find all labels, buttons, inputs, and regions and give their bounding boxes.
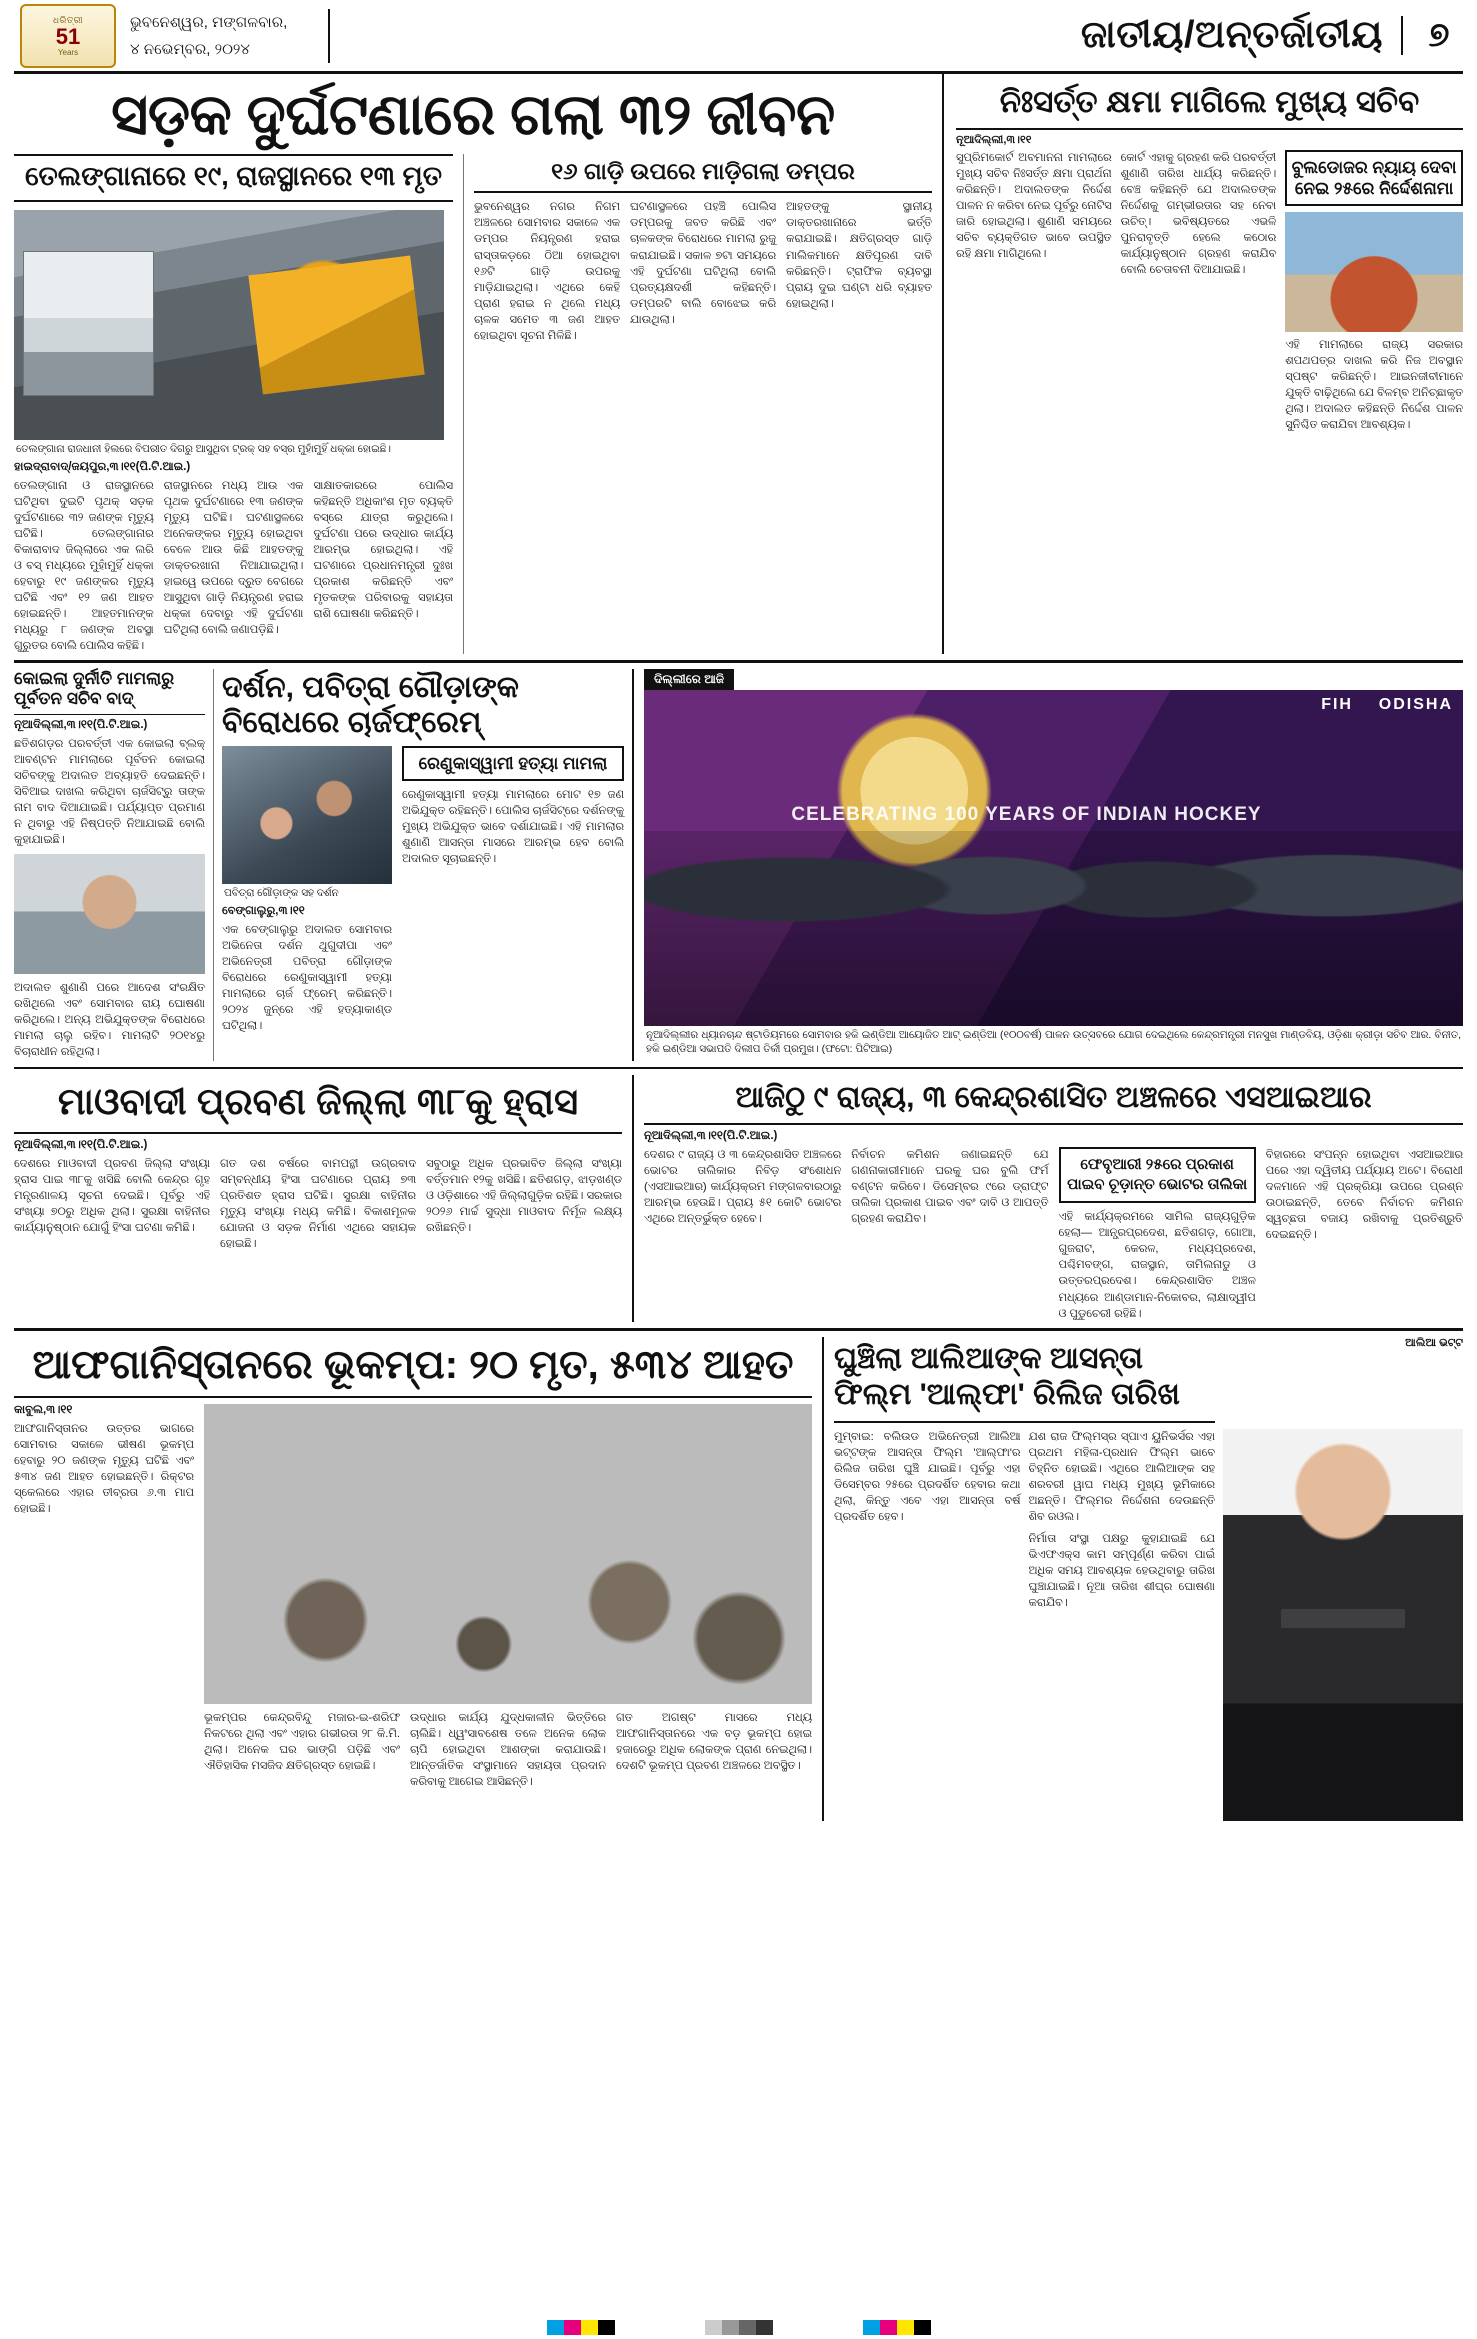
maoist-story [14,1075,634,1322]
darshan-pavitra-photo [222,746,392,884]
lead-col-2: ରାଜସ୍ଥାନରେ ମଧ୍ୟ ଆଉ ଏକ ପୃଥକ ଦୁର୍ଘଟଣାରେ ୧୩ ଜଣଙ୍କ ମୃତ୍ୟୁ ଘଟିଛି। ଘଟଣାସ୍ଥଳରେ ଅନେକଙ୍କର ମୃତ୍ୟୁ ହୋଇଥିବା ବେଳେ ଆଉ କିଛି ଆହତଙ୍କୁ ଡାକ୍ତରଖାନା ନିଆଯାଇଥିଲା। ହାଇୱେ ଉପରେ ଦ୍ରୁତ ବେଗରେ ଆସୁଥିବା ଗାଡ଼ି ନିୟନ୍ତ୍ରଣ ହରାଇ ଧକ୍କା ଦେବାରୁ ଏହି ଦୁର୍ଘଟଣା ଘଟିଥିଲା ବୋଲି ଜଣାପଡ଼ିଛି। [163,479,304,636]
coal-case-headline: କୋଇଲା ଦୁର୍ନୀତି ମାମଲାରୁ ପୂର୍ବତନ ସଚିବ ବାଦ୍‌ [14,669,205,715]
earthquake-col-2: ଭୂକମ୍ପର କେନ୍ଦ୍ରବିନ୍ଦୁ ମଜାର-ଇ-ଶରିଫ ନିକଟରେ ଥିଲା ଏବଂ ଏହାର ଗଭୀରତା ୨୮ କି.ମି. ଥିଲା। ଅନେକ ଘର ଭାଙ୍ଗି ପଡ଼ିଛି ଏବଂ ଐତିହାସିକ ମସଜିଦ କ୍ଷତିଗ୍ରସ୍ତ ହୋଇଛି। [204,1711,400,1772]
gray-2 [722,2320,739,2335]
earthquake-col-1: ଆଫଗାନିସ୍ତାନର ଉତ୍ତର ଭାଗରେ ସୋମବାର ସକାଳେ ଭୀଷଣ ଭୂକମ୍ପ ହେବାରୁ ୨୦ ଜଣଙ୍କ ମୃତ୍ୟୁ ଘଟିଛି ଏବଂ ୫୩୪ ଜଣ ଆହତ ହୋଇଛନ୍ତି। ରିକ୍ଟର ସ୍କେଲରେ ଏହାର ତୀବ୍ରତା ୬.୩ ମାପ ହୋଇଛି। [14,1422,194,1515]
swatch-yellow [581,2320,598,2335]
truck-col-1: ଭୁବନେଶ୍ୱର ନଗର ନିଗମ ଅଞ୍ଚଳରେ ସୋମବାର ସକାଳେ ଏକ ଡମ୍ପର ନିୟନ୍ତ୍ରଣ ହରାଇ ରାସ୍ତାକଡ଼ରେ ଠିଆ ହୋଇଥିବା ୧୬ଟି ଗାଡ଼ି ଉପରକୁ ମାଡ଼ିଯାଇଥିଲା। ଏଥିରେ କେହି ପ୍ରାଣ ହରାଇ ନ ଥିଲେ ମଧ୍ୟ ଚାଳକ ସମେତ ୩ ଜଣ ଆହତ ହୋଇଥିବା ସୂଚନା ମିଳିଛି। [474,201,621,342]
print-registration-bars [0,2320,1477,2335]
sir-col-1: ଦେଶର ୯ ରାଜ୍ୟ ଓ ୩ କେନ୍ଦ୍ରଶାସିତ ଅଞ୍ଚଳରେ ଭୋଟର ତାଲିକାର ନିବିଡ଼ ସଂଶୋଧନ (ଏସଆଇଆର) କାର୍ଯ୍ୟକ୍ରମ ମଙ୍ଗଳବାରଠାରୁ ଆରମ୍ଭ ହେଉଛି। ପ୍ରାୟ ୫୧ କୋଟି ଭୋଟର ଏଥିରେ ଅନ୍ତର୍ଭୁକ୍ତ ହେବେ। [644,1148,842,1225]
publication-logo [20,4,116,68]
charge-frame-story [214,669,634,1061]
charge-frame-col-1: ଏକ ବେଙ୍ଗାଲୁରୁ ଅଦାଲତ ସୋମବାର ଅଭିନେତା ଦର୍ଶନ ଥୁଗୁଦୀପା ଏବଂ ଅଭିନେତ୍ରୀ ପବିତ୍ରା ଗୌଡ଼ାଙ୍କ ବିରୋଧରେ ରେଣୁକାସ୍ୱାମୀ ହତ୍ୟା ମାମଲାରେ ଚାର୍ଜ ଫ୍ରେମ୍‌ କରିଛନ୍ତି। ୨୦୨୪ ଜୁନ୍‌ରେ ଏହି ହତ୍ୟାକାଣ୍ଡ ଘଟିଥିଲା। [222,923,392,1033]
charge-frame-byline: ବେଙ୍ଗାଲୁରୁ,୩।୧୧ [222,904,305,917]
chief-secretary-col-1: ସୁପ୍ରିମକୋର୍ଟ ଅବମାନନା ମାମଲାରେ ମୁଖ୍ୟ ସଚିବ ନିଃସର୍ତ୍ତ କ୍ଷମା ପ୍ରାର୍ଥନା କରିଛନ୍ତି। ଅଦାଲତଙ୍କ ନିର୍ଦ୍ଦେଶ ପାଳନ ନ କରିବା ନେଇ ପୂର୍ବରୁ ନୋଟିସ ଜାରି ହୋଇଥିଲା। ଶୁଣାଣି ସମୟରେ ସଚିବ ବ୍ୟକ୍ତିଗତ ଭାବେ ଉପସ୍ଥିତ ରହି କ୍ଷମା ମାଗିଥିଲେ। [956,151,1112,260]
coal-case-byline: ନୂଆଦିଲ୍ଲୀ,୩।୧୧(ପି.ଟି.ଆଇ.) [14,718,148,731]
swatch-black-right [914,2320,931,2335]
swatch-magenta-right [880,2320,897,2335]
crash-photo [14,210,444,440]
lead-col-3: ସାକ୍ଷାତକାରରେ ପୋଲିସ କହିଛନ୍ତି ଅଧିକାଂଶ ମୃତ ବ୍ୟକ୍ତି ବସ୍‌ରେ ଯାତ୍ରା କରୁଥିଲେ। ଦୁର୍ଘଟଣା ପରେ ଉଦ୍ଧାର କାର୍ଯ୍ୟ ଆରମ୍ଭ ହୋଇଥିଲା। ଏହି ଘଟଣାରେ ପ୍ରଧାନମନ୍ତ୍ରୀ ଦୁଃଖ ପ୍ରକାଶ କରିଛନ୍ତି ଏବଂ ମୃତକଙ୍କ ପରିବାରକୁ ସହାୟତା ରାଶି ଘୋଷଣା କରିଛନ୍ତି। [313,479,454,620]
alia-headline: ଘୁଞ୍ଚିଲା ଆଲିଆଙ୍କ ଆସନ୍ତା ଫିଲ୍ମ 'ଆଲ୍ଫା' ରିଲିଜ ତାରିଖ [834,1337,1215,1423]
coal-case-col-2: ଅଦାଲତ ଶୁଣାଣି ପରେ ଆଦେଶ ସଂରକ୍ଷିତ ରଖିଥିଲେ ଏବଂ ସୋମବାର ରାୟ ଘୋଷଣା କରିଥିଲେ। ଅନ୍ୟ ଅଭିଯୁକ୍ତଙ୍କ ବିରୋଧରେ ମାମଲା ଚାଲୁ ରହିବ। ମାମଲାଟି ୨୦୧୪ରୁ ବିଚାରାଧୀନ ରହିଥିଲା। [14,982,205,1059]
hockey-centenary-photo [644,690,1463,1026]
page-number: ୭ [1401,16,1457,55]
earthquake-rubble-photo [204,1404,812,1704]
sir-byline: ନୂଆଦିଲ୍ଲୀ,୩।୧୧(ପି.ଟି.ଆଇ.) [644,1129,778,1142]
alia-col-3: ନିର୍ମାତା ସଂସ୍ଥା ପକ୍ଷରୁ କୁହାଯାଇଛି ଯେ ଭିଏଫଏକ୍ସ କାମ ସମ୍ପୂର୍ଣ୍ଣ କରିବା ପାଇଁ ଅଧିକ ସମୟ ଆବଶ୍ୟକ ହେଉଥିବାରୁ ତାରିଖ ଘୁଞ୍ଚାଯାଇଛି। ନୂଆ ତାରିଖ ଶୀଘ୍ର ଘୋଷଣା କରାଯିବ। [1028,1532,1215,1609]
gray-1 [705,2320,722,2335]
maoist-sir-block [14,1067,1463,1322]
crash-photo-caption: ତେଲଙ୍ଗାନା ରାଜଧାନୀ ହିଲରେ ବିପରୀତ ଦିଗରୁ ଆସୁଥିବା ଟ୍ରକ୍‌ ସହ ବସ୍‌ର ମୁହାଁମୁହିଁ ଧକ୍କା ହୋଇଛି। [16,443,391,455]
logo-title: ଧରିତ୍ରୀ [52,14,84,25]
truck-col-3: ଆହତଙ୍କୁ ସ୍ଥାନୀୟ ଡାକ୍ତରଖାନାରେ ଭର୍ତ୍ତି କରାଯାଇଛି। କ୍ଷତିଗ୍ରସ୍ତ ଗାଡ଼ି ମାଲିକମାନେ କ୍ଷତିପୂରଣ ଦାବି କରିଛନ୍ତି। ଟ୍ରାଫିକ ବ୍ୟବସ୍ଥା ପ୍ରାୟ ଦୁଇ ଘଣ୍ଟା ଧରି ବ୍ୟାହତ ହୋଇଥିଲା। [786,201,933,310]
alia-corner-tag: ଆଲିଆ ଭଟ୍ଟ [1405,1336,1463,1349]
earthquake-headline: ଆଫଗାନିସ୍ତାନରେ ଭୂକମ୍ପ: ୨୦ ମୃତ, ୫୩୪ ଆହତ [14,1337,812,1398]
darshan-photo-caption: ପବିତ୍ରା ଗୌଡ଼ାଙ୍କ ସହ ଦର୍ଶନ [224,888,339,900]
issue-info [130,9,330,63]
lead-story [14,74,944,654]
sir-col-2: ନିର୍ବାଚନ କମିଶନ ଜଣାଇଛନ୍ତି ଯେ ଗଣନାକାରୀମାନେ ଘରକୁ ଘର ବୁଲି ଫର୍ମ ବଣ୍ଟନ କରିବେ। ଡିସେମ୍ବର ୯ରେ ଡ୍ରାଫ୍ଟ ତାଲିକା ପ୍ରକାଶ ପାଇବ ଏବଂ ଦାବି ଓ ଆପତ୍ତି ଗ୍ରହଣ କରାଯିବ। [851,1148,1049,1225]
sir-final-roll-box: ଫେବୃଆରୀ ୨୫ରେ ପ୍ରକାଶ ପାଇବ ଚୂଡ଼ାନ୍ତ ଭୋଟର ତାଲିକା [1059,1147,1256,1204]
logo-anniversary-number: 51 [55,23,81,49]
earthquake-col-3: ଉଦ୍ଧାର କାର୍ଯ୍ୟ ଯୁଦ୍ଧକାଳୀନ ଭିତ୍ତିରେ ଚାଲିଛି। ଧ୍ୱଂସାବଶେଷ ତଳେ ଅନେକ ଲୋକ ଚାପି ହୋଇଥିବା ଆଶଙ୍କା କରାଯାଉଛି। ଆନ୍ତର୍ଜାତିକ ସଂସ୍ଥାମାନେ ସହାୟତା ପ୍ରଦାନ କରିବାକୁ ଆଗେଇ ଆସିଛନ୍ତି। [410,1711,606,1788]
swatch-black [598,2320,615,2335]
lead-subhead: ତେଲଙ୍ଗାନାରେ ୧୯, ରାଜସ୍ଥାନରେ ୧୩ ମୃତ [14,154,453,202]
top-block [14,74,1463,654]
chief-secretary-story [944,74,1463,654]
alia-bhatt-photo [1223,1429,1463,1821]
lead-byline: ହାଇଦ୍ରାବାଦ୍/ଜୟପୁର,୩।୧୧(ପି.ଟି.ଆଇ.) [14,460,191,473]
maoist-col-2: ଗତ ଦଶ ବର୍ଷରେ ବାମପନ୍ଥୀ ଉଗ୍ରବାଦ ସମ୍ବନ୍ଧୀୟ ହିଂସା ଘଟଣାରେ ପ୍ରାୟ ୭୩ ପ୍ରତିଶତ ହ୍ରାସ ଘଟିଛି। ସୁରକ୍ଷା ବାହିନୀର ମୃତ୍ୟୁ ସଂଖ୍ୟା ମଧ୍ୟ କମିଛି। ବିକାଶମୂଳକ ଯୋଜନା ଓ ସଡ଼କ ନିର୍ମାଣ ଏଥିରେ ସହାୟକ ହୋଇଛି। [220,1157,416,1250]
middle-block [14,660,1463,1061]
maoist-byline: ନୂଆଦିଲ୍ଲୀ,୩।୧୧(ପି.ଟି.ଆଇ.) [14,1138,148,1151]
section-title: ଜାତୀୟ/ଅନ୍ତର୍ଜାତୀୟ [1080,14,1383,56]
former-secretary-photo [14,854,205,974]
hockey-centenary-story [634,669,1463,1061]
sir-col-4: ବିହାରରେ ସଂପନ୍ନ ହୋଇଥିବା ଏସଆଇଆର ପରେ ଏହା ଦ୍ୱିତୀୟ ପର୍ଯ୍ୟାୟ ଅଟେ। ବିରୋଧୀ ଦଳମାନେ ଏହି ପ୍ରକ୍ରିୟା ଉପରେ ପ୍ରଶ୍ନ ଉଠାଇଛନ୍ତି, ତେବେ ନିର୍ବାଚନ କମିଶନ ସ୍ୱଚ୍ଛତା ବଜାୟ ରଖିବାକୁ ପ୍ରତିଶ୍ରୁତି ଦେଇଛନ୍ତି। [1265,1148,1463,1241]
coal-case-col-1: ଛତିଶଗଡ଼ର ପରବର୍ତ୍ତୀ ଏକ କୋଇଲା ବ୍ଲକ୍‌ ଆବଣ୍ଟନ ମାମଲାରେ ପୂର୍ବତନ କୋଇଲା ସଚିବଙ୍କୁ ଅଦାଲତ ଅବ୍ୟାହତି ଦେଇଛନ୍ତି। ସିବିଆଇ ଦାଖଲ କରିଥିବା ଚାର୍ଜସିଟ୍‌ରୁ ତାଙ୍କ ନାମ ବାଦ ଦିଆଯାଇଛି। ପର୍ଯ୍ୟାପ୍ତ ପ୍ରମାଣ ନ ଥିବାରୁ ଏହି ନିଷ୍ପତ୍ତି ନିଆଯାଇଛି ବୋଲି କୁହାଯାଇଛି। [14,737,205,847]
supreme-court-photo [1285,212,1463,332]
bottom-block [14,1328,1463,1821]
charge-frame-headline: ଦର୍ଶନ, ପବିତ୍ରା ଗୌଡ଼ାଙ୍କ ବିରୋଧରେ ଚାର୍ଜଫ୍ରେମ୍‌ [222,671,519,739]
earthquake-col-4: ଗତ ଅଗଷ୍ଟ ମାସରେ ମଧ୍ୟ ଆଫଗାନିସ୍ତାନରେ ଏକ ବଡ଼ ଭୂକମ୍ପ ହୋଇ ହଜାରେରୁ ଅଧିକ ଲୋକଙ୍କ ପ୍ରାଣ ନେଇଥିଲା। ଦେଶଟି ଭୂକମ୍ପ ପ୍ରବଣ ଅଞ୍ଚଳରେ ଅବସ୍ଥିତ। [616,1711,812,1772]
swatch-yellow-right [897,2320,914,2335]
maoist-col-3: ସବୁଠାରୁ ଅଧିକ ପ୍ରଭାବିତ ଜିଲ୍ଲା ସଂଖ୍ୟା ବର୍ତ୍ତମାନ ୧୨କୁ ଖସିଛି। ଛତିଶଗଡ଼, ଝାଡ଼ଖଣ୍ଡ ଓ ଓଡ଼ିଶାରେ ଏହି ଜିଲ୍ଲାଗୁଡ଼ିକ ରହିଛି। ସରକାର ୨୦୨୬ ମାର୍ଚ୍ଚ ସୁଦ୍ଧା ମାଓବାଦ ନିର୍ମୂଳ ଲକ୍ଷ୍ୟ ରଖିଛନ୍ତି। [426,1157,622,1234]
alia-col-2: ଯଶ ରାଜ ଫିଲ୍ମସ୍‌ର ସ୍ପାଏ ୟୁନିଭର୍ସର ଏହା ପ୍ରଥମ ମହିଳା-ପ୍ରଧାନ ଫିଲ୍ମ ଭାବେ ଚିହ୍ନିତ ହୋଇଛି। ଏଥିରେ ଆଲିଆଙ୍କ ସହ ଶରବରୀ ୱାଘ ମଧ୍ୟ ମୁଖ୍ୟ ଭୂମିକାରେ ଅଛନ୍ତି। ଫିଲ୍ମର ନିର୍ଦ୍ଦେଶନା ଦେଉଛନ୍ତି ଶିବ ରଓଲ। [1028,1430,1215,1523]
alia-story [824,1337,1463,1821]
alia-col-1: ମୁମ୍ବାଇ: ବଲିଉଡ ଅଭିନେତ୍ରୀ ଆଲିଆ ଭଟ୍ଟଙ୍କ ଆସନ୍ତା ଫିଲ୍ମ 'ଆଲ୍ଫା'ର ରିଲିଜ ତାରିଖ ଘୁଞ୍ଚି ଯାଇଛି। ପୂର୍ବରୁ ଏହା ଡିସେମ୍ବର ୨୫ରେ ପ୍ରଦର୍ଶିତ ହେବାର କଥା ଥିଲା, କିନ୍ତୁ ଏବେ ଏହା ଆସନ୍ତା ବର୍ଷ ପ୍ରଦର୍ଶିତ ହେବ। [834,1430,1021,1523]
hockey-banner-text: CELEBRATING 100 YEARS OF INDIAN HOCKEY [791,804,1262,826]
issue-place-line: ଭୁବନେଶ୍ୱର, ମଙ୍ଗଳବାର, [130,13,288,31]
lead-col-1: ତେଲଙ୍ଗାନା ଓ ରାଜସ୍ଥାନରେ ଘଟିଥିବା ଦୁଇଟି ପୃଥକ୍‌ ସଡ଼କ ଦୁର୍ଘଟଣାରେ ୩୨ ଜଣଙ୍କ ମୃତ୍ୟୁ ଘଟିଛି। ତେଲଙ୍ଗାନାର ବିକାରାବାଦ ଜିଲ୍ଲାରେ ଏକ ଲରି ଓ ବସ୍‌ ମଧ୍ୟରେ ମୁହାଁମୁହିଁ ଧକ୍କା ହେବାରୁ ୧୯ ଜଣଙ୍କର ମୃତ୍ୟୁ ଘଟିଛି ଏବଂ ୧୨ ଜଣ ଆହତ ହୋଇଛନ୍ତି। ଆହତମାନଙ୍କ ମଧ୍ୟରୁ ୮ ଜଣଙ୍କ ଅବସ୍ଥା ଗୁରୁତର ବୋଲି ପୋଲିସ କହିଛି। [14,479,154,653]
swatch-cyan [547,2320,564,2335]
swatch-magenta [564,2320,581,2335]
sir-story [634,1075,1463,1322]
maoist-headline: ମାଓବାଦୀ ପ୍ରବଣ ଜିଲ୍ଲା ୩୮କୁ ହ୍ରାସ [14,1075,622,1134]
chief-secretary-col-2: କୋର୍ଟ ଏହାକୁ ଗ୍ରହଣ କରି ପରବର୍ତ୍ତୀ ଶୁଣାଣି ତାରିଖ ଧାର୍ଯ୍ୟ କରିଛନ୍ତି। ବେଞ୍ଚ କହିଛନ୍ତି ଯେ ଅଦାଲତଙ୍କ ନିର୍ଦ୍ଦେଶକୁ ଗମ୍ଭୀରତାର ସହ ନେବା ଉଚିତ୍‌। ଭବିଷ୍ୟତରେ ଏଭଳି ପୁନରାବୃତ୍ତି ହେଲେ କଠୋର କାର୍ଯ୍ୟାନୁଷ୍ଠାନ ଗ୍ରହଣ କରାଯିବ ବୋଲି ଚେତାବନୀ ଦିଆଯାଇଛି। [1120,151,1277,276]
bulldozer-box-head: ବୁଲଡୋଜର ନ୍ୟାୟ ଦେବା ନେଇ ୨୫ରେ ନିର୍ଦ୍ଦେଶନାମା [1285,150,1463,207]
masthead [14,0,1463,74]
renukaswamy-box-head: ରେଣୁକାସ୍ୱାମୀ ହତ୍ୟା ମାମଲା [402,746,624,781]
chief-secretary-col-3: ଏହି ମାମଲାରେ ରାଜ୍ୟ ସରକାର ଶପଥପତ୍ର ଦାଖଲ କରି ନିଜ ଅବସ୍ଥାନ ସ୍ପଷ୍ଟ କରିଛନ୍ତି। ଆଇନଜୀବୀମାନେ ଯୁକ୍ତି ବାଢ଼ିଥିଲେ ଯେ ବିଳମ୍ବ ଅନିଚ୍ଛାକୃତ ଥିଲା। ଅଦାଲତ କହିଛନ୍ତି ନିର୍ଦ୍ଦେଶ ପାଳନ ସୁନିଶ୍ଚିତ କରାଯିବା ଆବଶ୍ୟକ। [1285,339,1463,432]
fih-logo: FIH [1321,696,1353,714]
truck-headline: ୧୬ ଗାଡ଼ି ଉପରେ ମାଡ଼ିଗଲା ଡମ୍ପର [474,154,932,194]
color-swatches [547,2320,615,2335]
coal-case-story [14,669,214,1061]
lead-headline: ସଡ଼କ ଦୁର୍ଘଟଣାରେ ଗଲା ୩୨ ଜୀବନ [111,83,835,147]
sir-col-3: ଏହି କାର୍ଯ୍ୟକ୍ରମରେ ସାମିଲ ରାଜ୍ୟଗୁଡ଼ିକ ହେଲା— ଆନ୍ଧ୍ରପ୍ରଦେଶ, ଛତିଶଗଡ଼, ଗୋଆ, ଗୁଜରାଟ, କେରଳ, ମଧ୍ୟପ୍ରଦେଶ, ପଶ୍ଚିମବଙ୍ଗ, ରାଜସ୍ଥାନ, ତାମିଲନାଡୁ ଓ ଉତ୍ତରପ୍ରଦେଶ। କେନ୍ଦ୍ରଶାସିତ ଅଞ୍ଚଳ ମଧ୍ୟରେ ଆଣ୍ଡାମାନ-ନିକୋବର, ଲାକ୍ଷାଦ୍ୱୀପ ଓ ପୁଡୁଚେରୀ ରହିଛି। [1058,1211,1256,1320]
truck-col-2: ଘଟଣାସ୍ଥଳରେ ପହଞ୍ଚି ପୋଲିସ ଡମ୍ପରକୁ ଜବତ କରିଛି ଏବଂ ଚାଳକଙ୍କ ବିରୋଧରେ ମାମଲା ରୁଜୁ କରାଯାଇଛି। ସକାଳ ୭ଟା ସମୟରେ ଏହି ଦୁର୍ଘଟଣା ଘଟିଥିଲା ବୋଲି ପ୍ରତ୍ୟକ୍ଷଦର୍ଶୀ କହିଛନ୍ତି। ଡମ୍ପରଟି ବାଲି ବୋଝେଇ କରି ଯାଉଥିଲା। [630,201,777,326]
charge-frame-col-2: ରେଣୁକାସ୍ୱାମୀ ହତ୍ୟା ମାମଲାରେ ମୋଟ ୧୭ ଜଣ ଅଭିଯୁକ୍ତ ରହିଛନ୍ତି। ପୋଲିସ ଚାର୍ଜସିଟ୍‌ରେ ଦର୍ଶନଙ୍କୁ ମୁଖ୍ୟ ଅଭିଯୁକ୍ତ ଭାବେ ଦର୍ଶାଯାଇଛି। ଏହି ମାମଲାର ଶୁଣାଣି ଆସନ୍ତା ମାସରେ ଆରମ୍ଭ ହେବ ବୋଲି ଅଦାଲତ ସୂଚାଇଛନ୍ତି। [402,789,624,866]
gray-4 [756,2320,773,2335]
hockey-photo-caption: ନୂଆଦିଲ୍ଲୀର ଧ୍ୟାନଚାନ୍ଦ ଷ୍ଟାଡିୟମରେ ସୋମବାର ହକି ଇଣ୍ଡିଆ ଆୟୋଜିତ ଆଟ୍‌ ଇଣ୍ଡିଆ (୧୦୦ବର୍ଷ) ପାଳନ ଉତ୍ସବରେ ଯୋଗ ଦେଇଥିଲେ କେନ୍ଦ୍ରମନ୍ତ୍ରୀ ମନସୁଖ ମାଣ୍ଡବିୟ, ଓଡ଼ିଶା କ୍ରୀଡ଼ା ସଚିବ ଆର. ବିନୀତ, ହକି ଇଣ୍ଡିଆ ସଭାପତି ଦିଲୀପ ତିର୍କୀ ପ୍ରମୁଖ। (ଫଟୋ: ପିଟିଆଇ) [646,1030,1461,1055]
odisha-logo: ODISHA [1378,696,1453,714]
gray-3 [739,2320,756,2335]
maoist-col-1: ଦେଶରେ ମାଓବାଦୀ ପ୍ରବଣ ଜିଲ୍ଲା ସଂଖ୍ୟା ହ୍ରାସ ପାଇ ୩୮କୁ ଖସିଛି ବୋଲି କେନ୍ଦ୍ର ଗୃହ ମନ୍ତ୍ରଣାଳୟ ସୂଚନା ଦେଇଛି। ପୂର୍ବରୁ ଏହି ସଂଖ୍ୟା ୭୦ରୁ ଅଧିକ ଥିଲା। ସୁରକ୍ଷା ବାହିନୀର କାର୍ଯ୍ୟାନୁଷ୍ଠାନ ଯୋଗୁଁ ହିଂସା ଘଟଣା କମିଛି। [14,1157,210,1234]
sir-headline: ଆଜିଠୁ ୯ ରାଜ୍ୟ, ୩ କେନ୍ଦ୍ରଶାସିତ ଅଞ୍ଚଳରେ ଏସଆଇଆର [644,1075,1463,1125]
swatch-cyan-right [863,2320,880,2335]
gray-swatches [705,2320,773,2335]
chief-secretary-headline: ନିଃସର୍ତ୍ତ କ୍ଷମା ମାଗିଲେ ମୁଖ୍ୟ ସଚିବ [956,74,1463,130]
issue-date-line: ୪ ନଭେମ୍ବର, ୨୦୨୪ [130,40,251,58]
earthquake-byline: କାବୁଲ,୩।୧୧ [14,1403,73,1416]
logo-years-label: Years [57,47,79,57]
earthquake-story [14,1337,824,1821]
color-swatches-right [863,2320,931,2335]
truck-story [463,154,932,654]
chief-secretary-byline: ନୂଆଦିଲ୍ଲୀ,୩।୧୧ [956,133,1032,146]
hockey-tag: ଦିଲ୍ଲୀରେ ଆଜି [644,669,734,690]
